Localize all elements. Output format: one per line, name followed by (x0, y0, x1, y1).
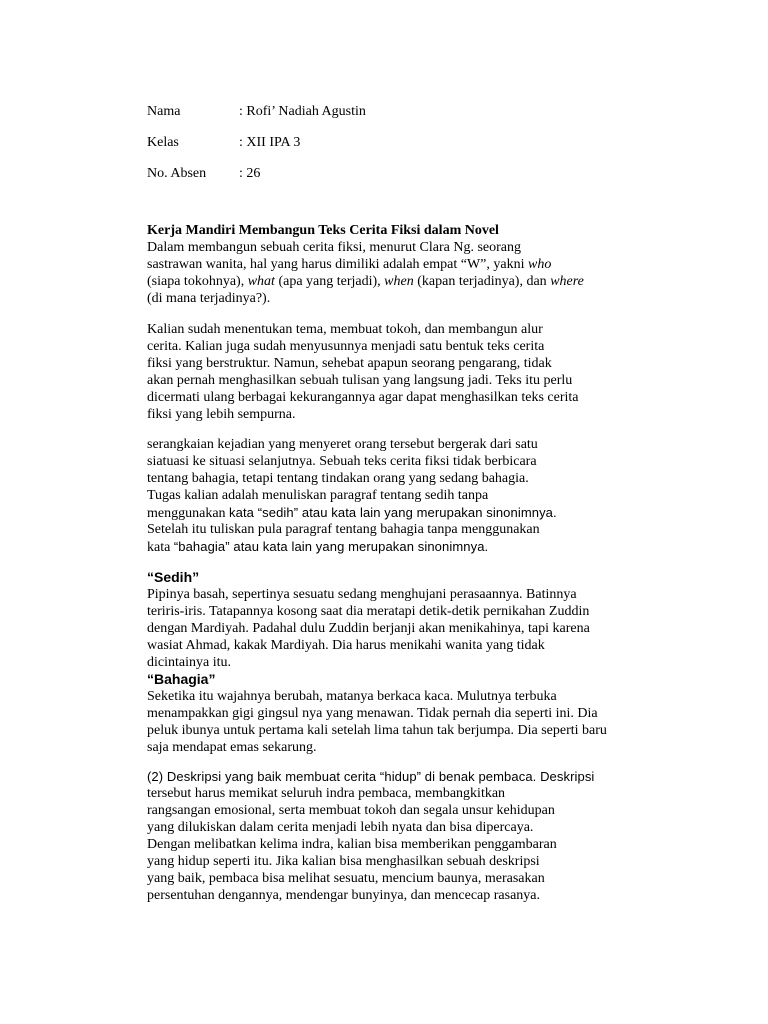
task-line-5-a: menggunakan (147, 506, 230, 521)
description-line-1: (2) Deskripsi yang baik membuat cerita “hidup” di benak pembaca. Deskripsi (147, 769, 595, 784)
name-label: Nama (147, 104, 181, 119)
paragraph-task (147, 436, 667, 555)
paragraph-line: siatuasi ke situasi selanjutnya. Sebuah teks cerita fiksi tidak berbicara (147, 454, 537, 469)
sad-line: dicintainya itu. (147, 655, 231, 670)
description-paragraph (147, 768, 667, 904)
intro-what: what (247, 274, 275, 289)
description-line: yang dilukiskan dalam cerita menjadi lebih nyata dan bisa dipercaya. (147, 820, 534, 835)
sad-line: Pipinya basah, sepertinya sesuatu sedang menghujani perasaannya. Batinnya (147, 587, 577, 602)
paragraph-revision (147, 321, 667, 423)
happy-line: peluk ibunya untuk pertama kali setelah lima tahun tak berjumpa. Dia seperti baru (147, 723, 607, 738)
sad-line: wasiat Ahmad, kakak Mardiyah. Dia harus menikahi wanita yang tidak (147, 638, 545, 653)
paragraph-line: Setelah itu tuliskan pula paragraf tentang bahagia tanpa menggunakan (147, 522, 540, 537)
description-line: yang baik, pembaca bisa melihat sesuatu, mencium baunya, merasakan (147, 871, 545, 886)
happy-line: saja mendapat emas sekarung. (147, 740, 317, 755)
intro-line-2 (147, 256, 667, 273)
absen-label: No. Absen (147, 166, 207, 181)
paragraph-line: akan pernah menghasilkan sebuah tulisan yang langsung jadi. Teks itu perlu (147, 373, 573, 388)
intro-line-3 (147, 273, 667, 290)
class-value: : XII IPA 3 (239, 135, 301, 150)
paragraph-line: Tugas kalian adalah menuliskan paragraf tentang sedih tanpa (147, 488, 489, 503)
paragraph-line: serangkaian kejadian yang menyeret orang tersebut bergerak dari satu (147, 437, 538, 452)
absen-value: : 26 (239, 166, 261, 181)
paragraph-line: fiksi yang berstruktur. Namun, sehebat apapun seorang pengarang, tidak (147, 356, 552, 371)
intro-line-4: (di mana terjadinya?). (147, 291, 271, 306)
sad-section (147, 569, 667, 671)
intro-who: who (527, 257, 552, 272)
sad-line: dengan Mardiyah. Padahal dulu Zuddin berjanji akan menikahinya, tapi karena (147, 621, 590, 636)
happy-line: Seketika itu wajahnya berubah, matanya berkaca kaca. Mulutnya terbuka (147, 689, 557, 704)
class-label: Kelas (147, 135, 179, 150)
intro-line-1: Dalam membangun sebuah cerita fiksi, menurut Clara Ng. seorang (147, 240, 521, 255)
happy-section (147, 671, 667, 756)
intro-paragraph (147, 222, 667, 307)
happy-line: menampakkan gigi gingsul nya yang menawan. Tidak pernah dia seperti ini. Dia (147, 706, 598, 721)
paragraph-line: tentang bahagia, tetapi tentang tindakan orang yang sedang bahagia. (147, 471, 529, 486)
name-value: : Rofi’ Nadiah Agustin (239, 104, 366, 119)
intro-line-3-c: (apa yang terjadi), (274, 274, 385, 289)
paragraph-line (147, 538, 667, 555)
document-title: Kerja Mandiri Membangun Teks Cerita Fiksi dalam Novel (147, 223, 499, 238)
description-line: tersebut harus memikat seluruh indra pembaca, membangkitkan (147, 786, 506, 801)
intro-line-3-a: (siapa tokohnya), (147, 274, 248, 289)
intro-line-2-text: sastrawan wanita, hal yang harus dimiliki adalah empat “W”, yakni (147, 257, 528, 272)
task-line-7-b: “bahagia” atau kata lain yang merupakan sinonimnya. (173, 539, 489, 554)
paragraph-line: dicermati ulang berbagai kekurangannya agar dapat menghasilkan teks cerita (147, 390, 579, 405)
description-line: yang hidup seperti itu. Jika kalian bisa menghasilkan sebuah deskripsi (147, 854, 540, 869)
description-line: Dengan melibatkan kelima indra, kalian bisa memberikan penggambaran (147, 837, 557, 852)
description-line: persentuhan dengannya, mendengar bunyinya, dan mencecap rasanya. (147, 888, 541, 903)
intro-line-3-e: (kapan terjadinya), dan (413, 274, 551, 289)
paragraph-line (147, 504, 667, 521)
paragraph-line: fiksi yang lebih sempurna. (147, 407, 296, 422)
task-line-7-a: kata (147, 540, 174, 555)
sad-heading: “Sedih” (147, 569, 200, 585)
happy-heading: “Bahagia” (147, 671, 216, 687)
task-line-5-b: kata “sedih” atau kata lain yang merupakan sinonimnya. (229, 505, 557, 520)
intro-when: when (384, 274, 414, 289)
intro-where: where (550, 274, 584, 289)
description-line: rangsangan emosional, serta membuat tokoh dan segala unsur kehidupan (147, 803, 555, 818)
paragraph-line: cerita. Kalian juga sudah menyusunnya menjadi satu bentuk teks cerita (147, 339, 545, 354)
paragraph-line: Kalian sudah menentukan tema, membuat tokoh, dan membangun alur (147, 322, 543, 337)
sad-line: teriris-iris. Tatapannya kosong saat dia meratapi detik-detik pernikahan Zuddin (147, 604, 590, 619)
